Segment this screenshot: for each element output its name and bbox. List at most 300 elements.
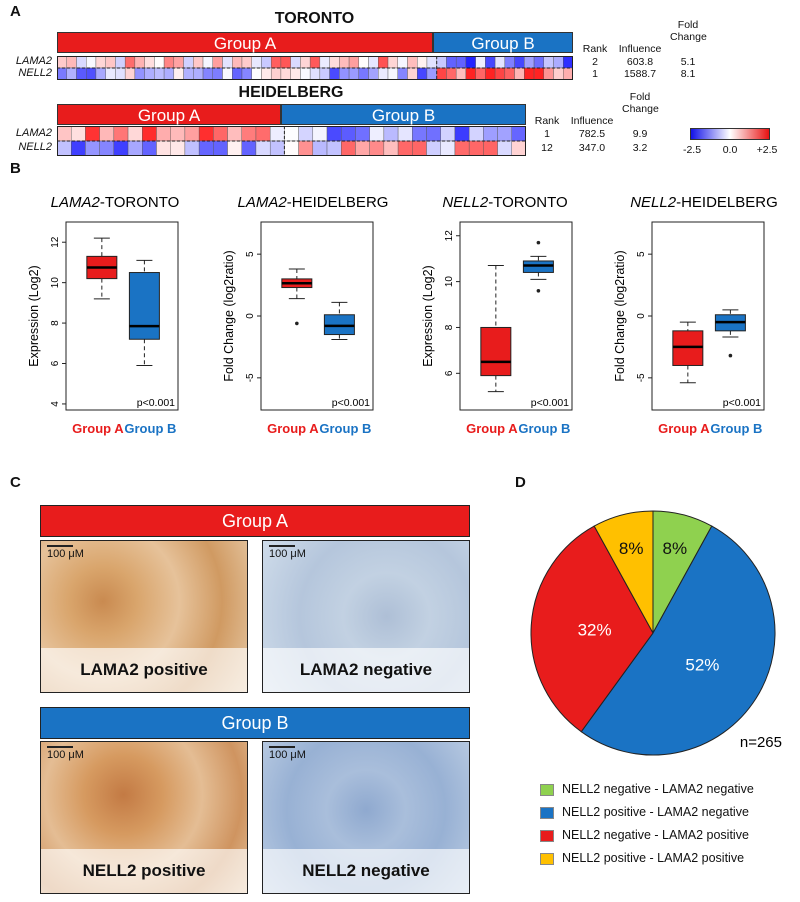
heatmap-cell [359,56,369,68]
heatmap-cell [86,56,96,68]
heatmap-cell [106,68,116,80]
toronto-influence-lama2: 603.8 [626,56,654,68]
boxplot-title-suffix: -HEIDELBERG [676,194,778,211]
boxplot-4 [613,194,778,436]
x-category-label: Group A [267,421,319,436]
heatmap-cell [185,126,199,141]
boxplot-2 [222,194,388,436]
heatmap-cell [339,68,349,80]
heatmap-cell [199,126,213,141]
toronto-group-b-bar: Group B [433,32,573,53]
colorscale-tick-low: -2.5 [682,144,702,156]
heatmap-cell [476,56,486,68]
heatmap-cell [505,56,515,68]
heatmap-cell [114,126,128,141]
boxplot-title-suffix: -HEIDELBERG [286,194,389,211]
heidelberg-group-a-bar: Group A [57,104,281,125]
heatmap-cell [271,56,281,68]
heidelberg-rank-lama2: 1 [544,128,550,140]
legend-label: NELL2 negative - LAMA2 positive [562,828,749,842]
p-value: p<0.001 [331,397,370,409]
heatmap-cell [242,56,252,68]
heatmap-cell [427,56,437,68]
heatmap-cell [106,56,116,68]
x-category-label: Group B [518,421,571,436]
heatmap-cell [154,68,164,80]
outlier-point [537,241,541,245]
y-tick-label: 12 [444,230,455,242]
heatmap-cell [476,68,486,80]
heatmap-cell [154,56,164,68]
heatmap-cell [174,56,184,68]
heatmap-cell [184,56,194,68]
heatmap-cell [427,68,437,80]
heatmap-cell [213,68,223,80]
heidelberg-rank-header: Rank [534,115,560,127]
heatmap-cell [515,56,525,68]
heatmap-cell [142,141,156,156]
heatmap-cell [369,56,379,68]
heatmap-cell [355,126,369,141]
heatmap-cell [407,68,417,80]
y-tick-label: -5 [245,373,256,383]
heatmap-cell [378,68,388,80]
colorscale-bar [690,128,770,140]
heatmap-cell [184,68,194,80]
heatmap-cell [299,141,313,156]
heatmap-cell [327,126,341,141]
heatmap-cell [398,126,412,141]
heatmap-cell [135,56,145,68]
heatmap-cell [320,56,330,68]
panel-label-c: C [10,474,21,491]
heatmap-cell [100,141,114,156]
heatmap-cell [456,68,466,80]
legend-swatch [540,830,554,842]
heatmap-cell [76,56,86,68]
legend-item-green [540,782,754,796]
boxplot-1 [27,194,179,436]
heatmap-cell [412,126,426,141]
heatmap-cell [441,126,455,141]
toronto-influence-header: Influence [618,43,662,55]
heatmap-cell [498,141,512,156]
heatmap-cell [291,56,301,68]
y-tick-label: 0 [636,313,647,319]
heatmap-cell [242,126,256,141]
y-tick-label: 6 [444,370,455,377]
boxplot-title [238,194,389,211]
box [129,273,159,340]
p-value: p<0.001 [136,397,175,409]
heatmap-cell [495,56,505,68]
heatmap-cell [330,56,340,68]
heatmap-cell [437,56,447,68]
group-a-banner: Group A [40,505,470,537]
heatmap-cell [261,68,271,80]
heatmap-cell [339,56,349,68]
heatmap-cell [193,68,203,80]
y-tick-label: 5 [245,251,256,257]
y-tick-label: 10 [444,276,455,288]
heatmap-cell [171,141,185,156]
pie-slice-label: 8% [662,538,688,558]
heatmap-cell [554,56,564,68]
y-axis-label: Fold Change (log2ratio) [613,250,627,382]
heidelberg-fold-lama2: 9.9 [632,128,648,140]
heatmap-cell [171,126,185,141]
heatmap-cell [398,141,412,156]
heatmap-cell [232,68,242,80]
legend-swatch [540,807,554,819]
heatmap-cell [270,126,284,141]
toronto-rank-lama2: 2 [592,56,598,68]
heatmap-cell [223,56,233,68]
heatmap-cell [313,141,327,156]
heatmap-cell [544,68,554,80]
heatmap-cell [388,68,398,80]
heatmap-cell [370,126,384,141]
heatmap-cell [485,56,495,68]
x-category-label: Group A [658,421,710,436]
heatmap-cell [544,56,554,68]
heidelberg-title: HEIDELBERG [238,84,344,101]
scale-bar-label: 100 μM [269,746,306,761]
heatmap-cell [57,126,71,141]
toronto-gene-nell2: NELL2 [18,67,52,79]
heatmap-cell [310,56,320,68]
y-tick-label: 8 [444,324,455,331]
toronto-title: TORONTO [274,10,355,27]
x-category-label: Group A [466,421,518,436]
heidelberg-gene-nell2: NELL2 [18,141,52,153]
boxplot-title-gene: NELL2 [442,194,489,211]
micrograph-label: NELL2 positive [41,849,247,893]
heidelberg-fold-header: Fold Change [622,91,659,115]
heatmap-cell [398,68,408,80]
heidelberg-fold-nell2: 3.2 [632,142,648,154]
y-axis-label: Fold Change (log2ratio) [222,250,236,382]
heatmap-cell [85,141,99,156]
heatmap-cell [369,68,379,80]
heidelberg-influence-nell2: 347.0 [578,142,606,154]
x-category-label: Group B [124,421,177,436]
heatmap-cell [223,68,233,80]
outlier-point [729,354,733,358]
panel-label-b: B [10,160,21,177]
heatmap-cell [256,141,270,156]
toronto-influence-nell2: 1588.7 [623,68,657,80]
heatmap-cell [524,56,534,68]
heatmap-cell [228,141,242,156]
heidelberg-rank-nell2: 12 [541,142,553,154]
micrograph-lama2-negative [262,540,470,693]
outlier-point [295,322,299,326]
heatmap-cell [407,56,417,68]
micrograph-nell2-positive [40,741,248,894]
heatmap-cell [193,56,203,68]
heatmap-cell [505,68,515,80]
legend-label: NELL2 negative - LAMA2 negative [562,782,754,796]
heatmap-cell [242,141,256,156]
heatmap-cell [495,68,505,80]
heatmap-cell [284,141,298,156]
heatmap-cell [213,126,227,141]
heatmap-cell [71,126,85,141]
heatmap-cell [359,68,369,80]
heatmap-cell [57,56,67,68]
legend-label: NELL2 positive - LAMA2 positive [562,851,745,865]
legend-swatch [540,784,554,796]
heatmap-cell [228,126,242,141]
y-tick-label: 6 [50,360,61,367]
y-tick-label: -5 [636,373,647,383]
heatmap-cell [256,126,270,141]
heatmap-cell [563,68,573,80]
heatmap-cell [145,68,155,80]
boxplot-title-suffix: -TORONTO [99,194,180,211]
heatmap-cell [145,56,155,68]
micrograph-label: NELL2 negative [263,849,469,893]
heatmap-cell [67,56,77,68]
heatmap-cell [300,68,310,80]
y-axis-label: Expression (Log2) [27,265,41,367]
heatmap-cell [57,68,67,80]
heatmap-cell [466,56,476,68]
pie-chart [520,500,790,760]
panel-label-d: D [515,474,526,491]
heatmap-cell [128,141,142,156]
heatmap-cell [261,56,271,68]
heatmap-cell [300,56,310,68]
heatmap-cell [456,56,466,68]
heatmap-cell [114,141,128,156]
pie-slice-label: 52% [685,655,720,675]
panel-label-a: A [10,3,21,20]
pie-n-label: n=265 [739,734,782,751]
y-tick-label: 0 [245,313,256,319]
legend-item-blue [540,805,749,819]
heatmap-cell [378,56,388,68]
heatmap-cell [281,68,291,80]
toronto-heatmap [57,56,573,80]
heatmap-cell [330,68,340,80]
pie-slice-label: 8% [618,538,644,558]
heatmap-cell [142,126,156,141]
boxplot-title [442,194,567,211]
heatmap-cell [232,56,242,68]
heatmap-cell [203,56,213,68]
legend-swatch [540,853,554,865]
heatmap-cell [299,126,313,141]
micrograph-nell2-negative [262,741,470,894]
group-b-banner: Group B [40,707,470,739]
toronto-rank-header: Rank [582,43,608,55]
heatmap-cell [355,141,369,156]
heatmap-cell [446,56,456,68]
toronto-rank-nell2: 1 [592,68,598,80]
heatmap-cell [384,141,398,156]
heatmap-cell [384,126,398,141]
heatmap-cell [271,68,281,80]
box [481,327,511,375]
pie-slice-label: 32% [577,620,612,640]
heatmap-cell [341,141,355,156]
heatmap-cell [115,68,125,80]
heatmap-cell [466,68,476,80]
heatmap-cell [199,141,213,156]
heatmap-cell [71,141,85,156]
legend-label: NELL2 positive - LAMA2 negative [562,805,749,819]
toronto-gene-lama2: LAMA2 [15,55,52,67]
colorscale-tick-mid: 0.0 [722,144,738,156]
heatmap-cell [174,68,184,80]
heatmap-cell [164,56,174,68]
heatmap-cell [284,126,298,141]
heatmap-cell [125,56,135,68]
p-value: p<0.001 [722,397,761,409]
colorscale-tick-high: +2.5 [756,144,778,156]
heatmap-cell [469,141,483,156]
heatmap-cell [427,126,441,141]
boxplot-title [630,194,778,211]
boxplot-3 [421,194,572,436]
heatmap-cell [156,141,170,156]
x-category-label: Group A [72,421,124,436]
scale-bar-label: 100 μM [47,545,84,560]
heatmap-cell [349,68,359,80]
heatmap-cell [313,126,327,141]
heidelberg-gene-lama2: LAMA2 [15,127,52,139]
y-tick-label: 10 [50,277,61,289]
toronto-group-a-bar: Group A [57,32,433,53]
boxplot-title-gene: NELL2 [630,194,677,211]
heatmap-cell [185,141,199,156]
heatmap-cell [417,56,427,68]
heatmap-cell [437,68,447,80]
heatmap-cell [483,126,497,141]
heatmap-cell [341,126,355,141]
heidelberg-heatmap [57,126,526,156]
heatmap-cell [515,68,525,80]
heatmap-cell [320,68,330,80]
heatmap-cell [281,56,291,68]
heatmap-cell [213,141,227,156]
heatmap-cell [242,68,252,80]
y-axis-label: Expression (Log2) [421,265,435,367]
heatmap-cell [485,68,495,80]
plot-frame [66,222,178,410]
heatmap-cell [85,126,99,141]
toronto-fold-lama2: 5.1 [680,56,696,68]
heatmap-cell [96,56,106,68]
heatmap-cell [455,141,469,156]
heatmap-cell [512,126,526,141]
heatmap-cell [213,56,223,68]
heatmap-cell [327,141,341,156]
heatmap-cell [483,141,497,156]
heatmap-cell [252,56,262,68]
heatmap-cell [291,68,301,80]
legend-item-red [540,828,749,842]
heatmap-cell [417,68,427,80]
plot-frame [261,222,373,410]
heatmap-cell [469,126,483,141]
heatmap-cell [310,68,320,80]
heatmap-cell [427,141,441,156]
legend-item-yellow [540,851,744,865]
heatmap-cell [96,68,106,80]
y-tick-label: 5 [636,251,647,257]
heatmap-cell [100,126,114,141]
boxplot-title [51,194,180,211]
scale-bar-label: 100 μM [47,746,84,761]
toronto-fold-nell2: 8.1 [680,68,696,80]
heatmap-cell [115,56,125,68]
boxplot-title-gene: LAMA2 [50,194,100,211]
heatmap-cell [512,141,526,156]
x-category-label: Group B [710,421,763,436]
micrograph-lama2-positive [40,540,248,693]
heidelberg-group-b-bar: Group B [281,104,526,125]
heatmap-cell [57,141,71,156]
boxplot-title-gene: LAMA2 [237,194,287,211]
p-value: p<0.001 [530,397,569,409]
heatmap-cell [524,68,534,80]
heatmap-cell [498,126,512,141]
heatmap-cell [534,56,544,68]
heidelberg-influence-lama2: 782.5 [578,128,606,140]
y-tick-label: 12 [50,236,62,248]
boxplot-panel [0,180,800,445]
heatmap-cell [563,56,573,68]
heatmap-cell [455,126,469,141]
toronto-fold-header: Fold Change [670,19,707,43]
heatmap-cell [270,141,284,156]
heatmap-cell [554,68,564,80]
heatmap-cell [388,56,398,68]
y-tick-label: 4 [50,401,61,407]
heatmap-cell [398,56,408,68]
heatmap-cell [128,126,142,141]
heatmap-cell [135,68,145,80]
heatmap-cell [156,126,170,141]
heatmap-cell [370,141,384,156]
heatmap-cell [252,68,262,80]
plot-frame [652,222,764,410]
heatmap-cell [67,68,77,80]
outlier-point [537,289,541,293]
boxplot-title-suffix: -TORONTO [488,194,568,211]
heatmap-cell [349,56,359,68]
heidelberg-influence-header: Influence [570,115,614,127]
heatmap-cell [446,68,456,80]
micrograph-label: LAMA2 negative [263,648,469,692]
heatmap-cell [412,141,426,156]
plot-frame [460,222,572,410]
heatmap-cell [164,68,174,80]
heatmap-cell [441,141,455,156]
heatmap-cell [76,68,86,80]
heatmap-cell [86,68,96,80]
scale-bar-label: 100 μM [269,545,306,560]
x-category-label: Group B [319,421,372,436]
micrograph-label: LAMA2 positive [41,648,247,692]
y-tick-label: 8 [50,320,61,326]
heatmap-cell [203,68,213,80]
heatmap-cell [125,68,135,80]
heatmap-cell [534,68,544,80]
